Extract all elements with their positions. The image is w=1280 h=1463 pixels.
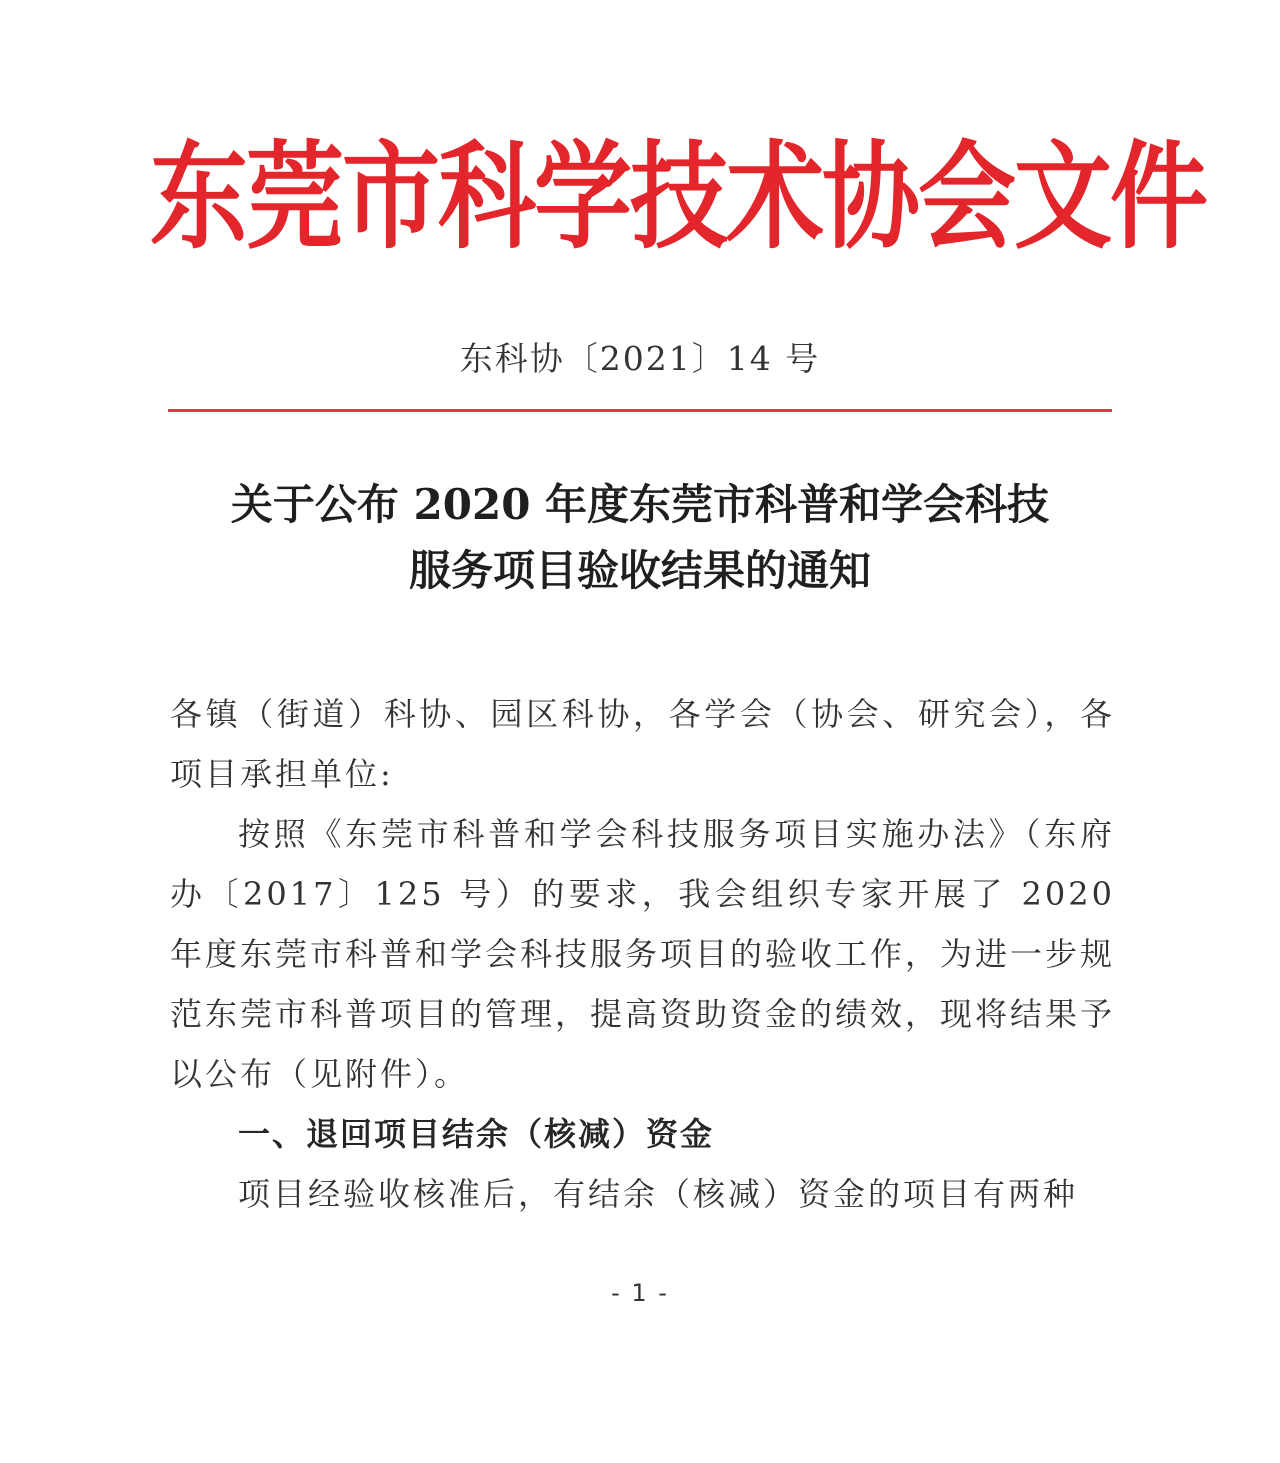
document-number: 东科协〔2021〕14 号 [459, 339, 821, 378]
page-number: - 1 - [611, 1279, 669, 1307]
notice-title [140, 472, 1140, 604]
body-paragraph-1: 按照《东莞市科普和学会科技服务项目实施办法》（东府办〔2017〕125 号）的要求，我会组织专家开展了 2020 年度东莞市科普和学会科技服务项目的验收工作，为进一步规范东莞市科普项目的管理，提高资助资金的绩效，现将结果予以公布（见附件）。 [170, 815, 1116, 1093]
document-body [170, 684, 1115, 1224]
masthead-title: 东莞市科学技术协会文件 [150, 129, 1207, 266]
red-divider-line [168, 409, 1112, 412]
addressee-paragraph: 各镇（街道）科协、园区科协，各学会（协会、研究会），各项目承担单位: [170, 695, 1115, 793]
notice-title-line-1: 关于公布 2020 年度东莞市科普和学会科技 [230, 480, 1050, 529]
notice-title-line-2: 服务项目验收结果的通知 [408, 546, 871, 595]
body-paragraph-2: 项目经验收核准后，有结余（核减）资金的项目有两种 [238, 1175, 1079, 1213]
section-heading-1: 一、退回项目结余（核减）资金 [238, 1115, 715, 1153]
